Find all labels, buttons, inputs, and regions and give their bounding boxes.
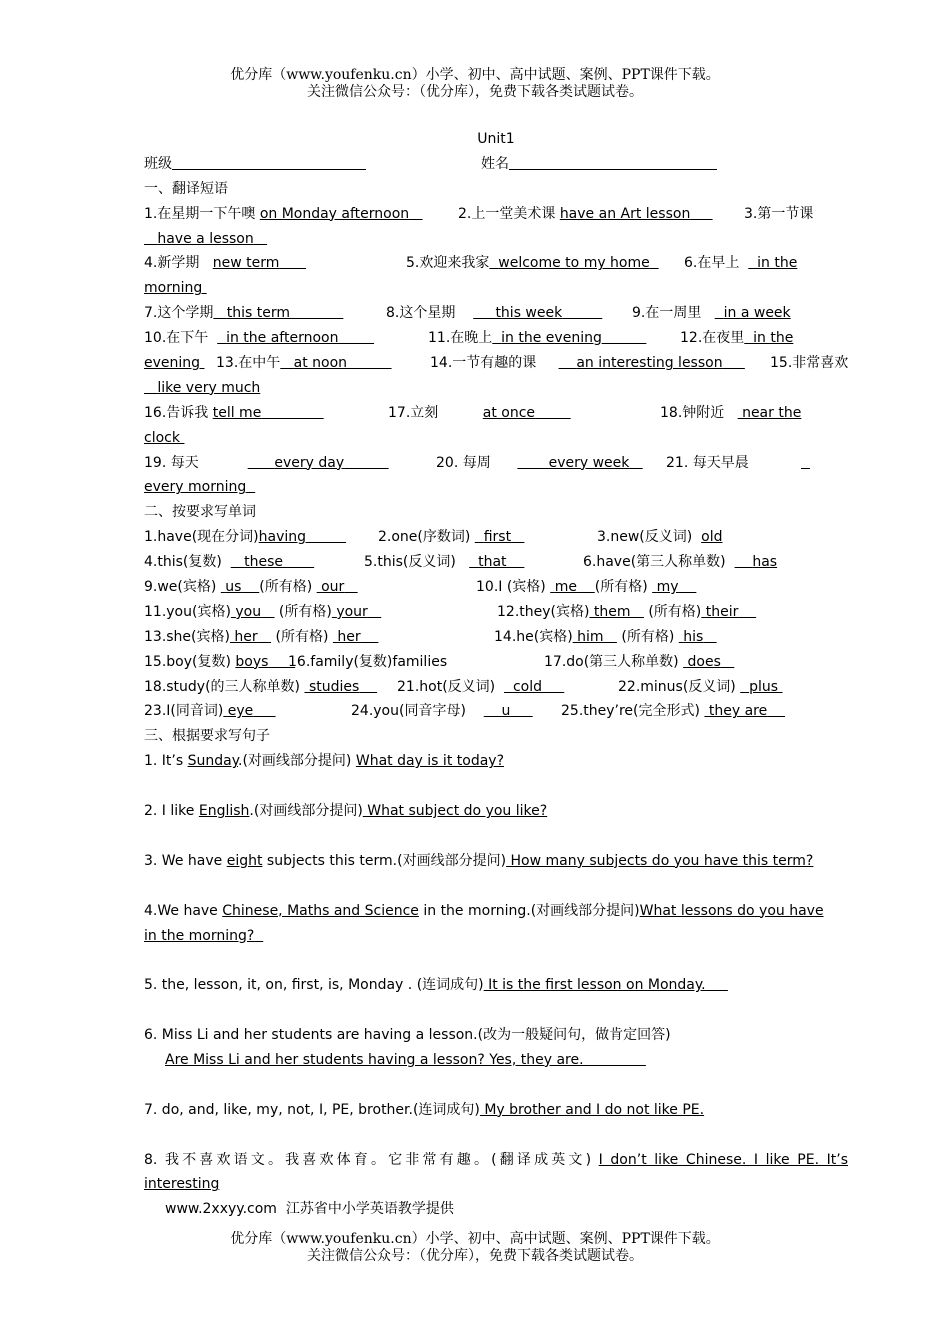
word-item: 3.new(反义词) old [597,529,723,546]
phrase-item: 3.第一节课 [744,205,814,222]
phrase-item: 15.非常喜欢 [770,355,849,372]
section-1-row [144,326,848,351]
word-answer: her [234,628,258,645]
section-2-row [144,625,848,650]
phrase-answer: every morning [144,479,247,496]
phrase-item: 4.新学期 new term [144,255,280,272]
word-item: 18.study(的三人称单数) studies [144,678,360,695]
word-item: 13.she(宾格) her (所有格) her [144,628,361,645]
section-2-heading: 二、按要求写单词 [144,504,256,521]
word-item: 5.this(反义词) that [364,554,507,571]
word-answer: our [321,579,345,596]
phrase-item: 16.告诉我 tell me [144,404,262,421]
section-1-row [144,276,848,301]
section-1-row [144,351,848,376]
word-answer: they are [708,703,768,720]
phrase-answer: in a week [723,305,791,322]
word-item: 12.they(宾格) them (所有格) their [497,603,739,620]
word-item: 24.you(同音字母) u [351,703,511,720]
word-answer: these [244,554,283,571]
word-answer: studies [308,678,360,695]
word-item: 17.do(第三人称单数) does [544,653,721,670]
sentence-item-8: 8. 我不喜欢语文。我喜欢体育。它非常有趣。(翻译成英文) I don’t like Chinese. I like PE. It’s [144,1151,848,1168]
sentence-item-5: 5. the, lesson, it, on, first, is, Monday . (连词成句) It is the first lesson on Monday. [144,977,706,994]
phrase-item: 1.在星期一下午噢 on Monday afternoon [144,205,410,222]
phrase-item: 5.欢迎来我家 welcome to my home [406,255,650,272]
word-answer: having [258,529,307,546]
sentence-item-1: 1. It’s Sunday.(对画线部分提问) What day is it today? [144,753,504,770]
phrase-answer: an interesting lesson [576,355,723,372]
phrase-answer: have a lesson [157,230,254,247]
name-label: 姓名 [481,155,509,172]
class-field [144,152,366,177]
footer-line-1: 优分库（www.youfenku.cn）小学、初中、高中试题、案例、PPT课件下载。 [230,1231,720,1247]
sentence-answer: What day is it today? [355,753,504,770]
unit-title: Unit1 [477,131,515,147]
phrase-answer: tell me [212,404,262,421]
section-1-row [144,202,848,227]
section-1-heading: 一、翻译短语 [144,180,228,197]
sentence-answer: How many subjects do you have this term? [506,852,814,869]
sentence-answer: What subject do you like? [362,803,548,820]
phrase-answer: at noon [293,355,348,372]
phrase-answer: on Monday afternoon [259,205,410,222]
phrase-item: 6.在早上 in the [684,255,798,272]
sentence-answer: I don’t like Chinese. I like PE. It’s [598,1151,848,1168]
word-item: 4.this(复数) these [144,554,283,571]
header-line-2: 关注微信公众号：（优分库），免费下载各类试题试卷。 [307,84,643,100]
phrase-answer: in the evening [501,330,602,347]
word-answer: has [752,554,778,571]
sentence-answer: in the morning? [144,927,255,944]
sentence-item-7: 7. do, and, like, my, not, I, PE, brother.(连词成句) My brother and I do not like PE. [144,1101,705,1118]
phrase-item: 21. 每天早晨 [666,454,749,471]
phrase-answer: like very much [157,379,261,396]
word-answer: that [478,554,507,571]
phrase-answer: new term [212,255,280,272]
word-answer: plus [749,678,779,695]
section-2-row [144,600,848,625]
word-item: 16.family(复数)families [288,653,448,670]
word-item: 21.hot(反义词) cold [397,678,542,695]
class-label: 班级 [144,155,172,172]
phrase-item: 10.在下午 in the afternoon [144,330,339,347]
word-answer: old [701,529,723,546]
sentence-answer: What lessons do you have [639,902,824,919]
section-1-row [144,301,848,326]
phrase-item: 13.在中午 at noon [216,355,348,372]
sentence-answer: Are Miss Li and her students having a lesson? Yes, they are. [165,1051,584,1068]
section-2-row [144,650,848,675]
section-2-row [144,575,848,600]
phrase-answer-cont: evening [144,355,205,372]
sentence-answer: It is the first lesson on Monday. [483,977,706,994]
section-1-row [144,475,848,500]
worksheet-body [144,127,848,1222]
phrase-answer-cont: clock [144,429,185,446]
word-answer: does [687,653,721,670]
section-1-row [144,376,848,401]
section-1-row [144,401,848,426]
phrase-answer: have an Art lesson [559,205,691,222]
phrase-answer-cont: morning [144,280,207,297]
provider-line [144,1197,848,1222]
name-field [481,152,717,177]
phrase-item: 9.在一周里 in a week [632,305,791,322]
phrase-item: 7.这个学期 this term [144,305,290,322]
sentence-item-3: 3. We have eight subjects this term.(对画线部分提问) How many subjects do you have this term? [144,852,814,869]
student-info-row [144,152,848,177]
page-header [0,67,950,101]
word-item: 23.I(同音词) eye [144,703,254,720]
word-item: 9.we(宾格) us (所有格) our [144,579,345,596]
section-2-row [144,699,848,724]
word-item: 25.they’re(完全形式) they are [561,703,768,720]
section-1-row [144,251,848,276]
section-1-row [144,426,848,451]
phrase-item: 2.上一堂美术课 have an Art lesson [458,205,691,222]
phrase-item: 12.在夜里 in the [680,330,794,347]
section-1-row [144,451,848,476]
word-answer: us [225,579,242,596]
sentence-item-4: 4.We have Chinese, Maths and Science in the morning.(对画线部分提问)What lessons do you have [144,902,824,919]
phrase-item: 20. 每周 every week [436,454,630,471]
word-answer: your [336,603,368,620]
sentence-item-4-cont [144,924,848,949]
word-answer: eye [227,703,254,720]
phrase-item: 17.立刻 at once [388,404,536,421]
phrase-answer: in the afternoon [226,330,339,347]
word-item: 14.he(宾格) him (所有格) his [494,628,704,645]
phrase-answer-wrap [144,227,267,252]
section-1-row [144,227,848,252]
word-item: 10.I (宾格) me (所有格) my [476,579,679,596]
section-2-row [144,550,848,575]
phrase-item: 14.一节有趣的课 an interesting lesson [430,355,723,372]
sentence-item-6-answer [144,1048,848,1073]
phrase-item: 18.钟附近 near the [660,404,802,421]
word-answer: their [705,603,739,620]
word-answer: first [483,529,512,546]
phrase-answer: every week [548,454,630,471]
phrase-item: 19. 每天 every day [144,454,345,471]
word-answer: boys [235,653,269,670]
word-item: 2.one(序数词) first [378,529,512,546]
word-item: 15.boy(复数) boys [144,653,269,670]
word-answer: her [337,628,361,645]
word-answer: u [501,703,511,720]
phrase-answer: at once [482,404,536,421]
word-item: 22.minus(反义词) plus [618,678,779,695]
sentence-answer: My brother and I do not like PE. [479,1101,705,1118]
sentence-item-8-cont [144,1172,848,1197]
provider-site: www.2xxyy.com [165,1201,277,1218]
word-item: 1.have(现在分词)having [144,529,307,546]
section-2-row [144,525,848,550]
word-answer: my [656,579,679,596]
phrase-answer: every day [274,454,345,471]
word-item: 6.have(第三人称单数) has [583,554,778,571]
header-line-1: 优分库（www.youfenku.cn）小学、初中、高中试题、案例、PPT课件下载。 [230,67,720,83]
phrase-item: 11.在晚上 in the evening [428,330,602,347]
name-input-line[interactable] [509,153,717,170]
provider-name: 江苏省中小学英语教学提供 [285,1201,454,1218]
phrase-item: 8.这个星期 this week [386,305,563,322]
word-answer: me [554,579,577,596]
sentence-item-2: 2. I like English.(对画线部分提问) What subject do you like? [144,803,548,820]
word-answer: you [235,603,262,620]
sentence-item-6: 6. Miss Li and her students are having a lesson.(改为一般疑问句，做肯定回答) [144,1027,671,1044]
word-answer: cold [512,678,542,695]
sentence-answer: interesting [144,1176,220,1193]
word-answer: him [577,628,604,645]
phrase-answer: this week [495,305,563,322]
page-footer [0,1231,950,1265]
class-input-line[interactable] [172,153,366,170]
phrase-answer: this term [226,305,290,322]
word-answer: his [683,628,704,645]
word-item: 11.you(宾格) you (所有格) your [144,603,368,620]
footer-line-2: 关注微信公众号：（优分库），免费下载各类试题试卷。 [307,1248,643,1264]
phrase-answer: welcome to my home [498,255,650,272]
section-2-row [144,675,848,700]
word-answer: them [593,603,631,620]
section-3-heading: 三、根据要求写句子 [144,728,270,745]
